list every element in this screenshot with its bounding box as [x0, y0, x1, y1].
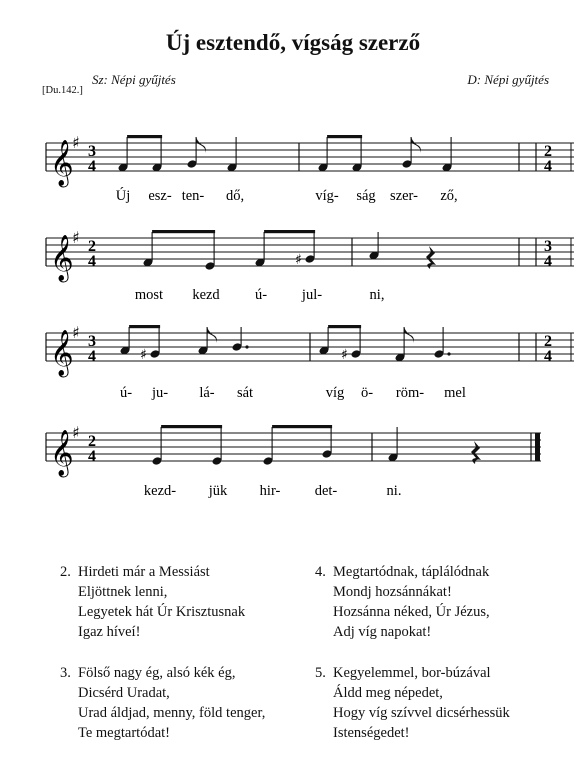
- lyric-syllable: víg: [325, 385, 345, 401]
- reference-code: [Du.142.]: [42, 85, 83, 96]
- beam: [327, 135, 362, 138]
- treble-clef: 𝄞: [50, 140, 74, 186]
- beam: [264, 230, 315, 233]
- time-signature-top: 2: [88, 238, 96, 255]
- time-signature-change-top: 2: [544, 333, 552, 350]
- lyric-syllable: det-: [314, 483, 338, 499]
- verse-line: 5. Kegyelemmel, bor-búzával: [315, 665, 491, 681]
- dot: [245, 345, 248, 348]
- treble-clef: 𝄞: [50, 330, 74, 376]
- beam: [152, 230, 215, 233]
- beam: [272, 425, 332, 428]
- verse-line: Hozsánna néked, Úr Jézus,: [333, 604, 490, 620]
- verse-line: Igaz híveí!: [78, 624, 141, 640]
- note-flag: [196, 137, 206, 153]
- verse-line: Eljöttnek lenni,: [78, 584, 168, 600]
- lyric-syllable: víg-: [315, 188, 339, 204]
- lyric-syllable: ság: [356, 188, 376, 204]
- lyric-syllable: kezd-: [143, 483, 177, 499]
- verse-line: 4. Megtartódnak, táplálódnak: [315, 564, 490, 580]
- lyric-syllable: Új: [115, 188, 131, 204]
- time-signature-bottom: 4: [88, 448, 96, 465]
- lyric-syllable: szer-: [390, 188, 418, 204]
- verse-line: Istenségedet!: [333, 725, 410, 741]
- staff-system: [46, 423, 541, 499]
- lyric-syllable: ni,: [369, 287, 385, 303]
- time-signature-bottom: 4: [88, 253, 96, 270]
- sharp-accidental: ♯: [341, 347, 348, 363]
- lyric-syllable: most: [134, 287, 164, 303]
- lyric-syllable: esz-: [148, 188, 172, 204]
- verse-number: 4.: [315, 564, 326, 580]
- time-signature-change-bottom: 4: [544, 348, 552, 365]
- beam: [161, 425, 222, 428]
- staff-system: [46, 323, 574, 401]
- lyric-syllable: lá-: [199, 385, 215, 401]
- final-barline-thick: [535, 433, 540, 461]
- verse-line: Dicsérd Uradat,: [78, 685, 170, 701]
- time-signature-change-top: 2: [544, 143, 552, 160]
- key-signature-sharp: ♯: [72, 228, 80, 247]
- key-signature-sharp: ♯: [72, 133, 80, 152]
- dot: [447, 352, 450, 355]
- lyric-syllable: mel: [444, 385, 466, 401]
- lyric-syllable: ző,: [440, 188, 458, 204]
- treble-clef: 𝄞: [50, 430, 74, 476]
- key-signature-sharp: ♯: [72, 323, 80, 342]
- verse-3: [60, 663, 265, 743]
- verse-line: Mondj hozsánnákat!: [333, 584, 452, 600]
- time-signature-bottom: 4: [88, 158, 96, 175]
- verse-number: 3.: [60, 665, 71, 681]
- verse-number: 5.: [315, 665, 326, 681]
- verse-line: Áldd meg népedet,: [333, 685, 443, 701]
- song-title: Új esztendő, vígság szerző: [165, 30, 421, 55]
- verse-line: Hogy víg szívvel dicsérhessük: [333, 705, 510, 721]
- lyric-syllable: jük: [208, 483, 228, 499]
- verse-line: Te megtartódat!: [78, 725, 170, 741]
- lyricist-credit: Sz: Népi gyűjtés: [92, 72, 176, 87]
- sharp-accidental: ♯: [295, 252, 302, 268]
- time-signature-top: 3: [88, 143, 96, 160]
- beam: [127, 135, 162, 138]
- time-signature-bottom: 4: [88, 348, 96, 365]
- lyric-syllable: ni.: [386, 483, 402, 499]
- lyric-syllable: jul-: [301, 287, 323, 303]
- treble-clef: 𝄞: [50, 235, 74, 281]
- time-signature-top: 2: [88, 433, 96, 450]
- time-signature-change-bottom: 4: [544, 253, 552, 270]
- time-signature-change-bottom: 4: [544, 158, 552, 175]
- beam: [129, 325, 160, 328]
- staff-system: [46, 133, 574, 204]
- lyric-syllable: röm-: [395, 385, 425, 401]
- staff-system: [46, 228, 574, 303]
- verse-line: Adj víg napokat!: [333, 624, 432, 640]
- verse-line: Legyetek hát Úr Krisztusnak: [78, 604, 246, 620]
- lyric-syllable: kezd: [192, 287, 220, 303]
- lyric-syllable: ö-: [360, 385, 374, 401]
- lyric-syllable: dő,: [225, 188, 245, 204]
- sharp-accidental: ♯: [140, 347, 147, 363]
- verse-line: Urad áldjad, menny, föld tenger,: [78, 705, 266, 721]
- lyric-syllable: ten-: [181, 188, 205, 204]
- verse-line: 3. Fölső nagy ég, alsó kék ég,: [60, 665, 236, 681]
- verse-number: 2.: [60, 564, 71, 580]
- time-signature-change-top: 3: [544, 238, 552, 255]
- lyric-syllable: sát: [236, 385, 254, 401]
- lyric-syllable: hir-: [259, 483, 281, 499]
- note-flag: [207, 327, 217, 343]
- verse-line: 2. Hirdeti már a Messiást: [60, 564, 210, 580]
- time-signature-top: 3: [88, 333, 96, 350]
- lyric-syllable: ú-: [254, 287, 268, 303]
- beam: [328, 325, 361, 328]
- note-flag: [411, 137, 421, 153]
- verse-4: [315, 562, 490, 642]
- verse-2: [60, 562, 245, 642]
- key-signature-sharp: ♯: [72, 423, 80, 442]
- verse-5: [315, 663, 510, 743]
- composer-credit: D: Népi gyűjtés: [467, 72, 549, 87]
- note-flag: [404, 327, 414, 343]
- lyric-syllable: ú-: [119, 385, 133, 401]
- lyric-syllable: ju-: [151, 385, 169, 401]
